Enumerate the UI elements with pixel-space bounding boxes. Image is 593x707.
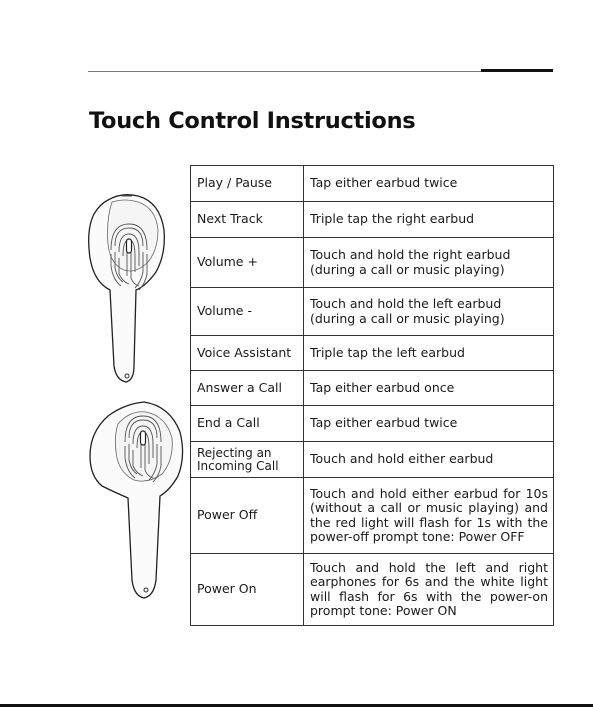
table-row	[191, 406, 554, 442]
table-row	[191, 554, 554, 626]
action-cell: Tap either earbud twice	[304, 166, 554, 202]
table-row	[191, 166, 554, 202]
function-cell: Volume -	[191, 288, 304, 336]
function-cell: Power Off	[191, 478, 304, 554]
touch-control-table	[190, 165, 554, 626]
table-row	[191, 288, 554, 336]
function-cell: Play / Pause	[191, 166, 304, 202]
action-cell: Touch and hold the right earbud (during a call or music playing)	[304, 238, 554, 288]
table-row	[191, 442, 554, 478]
action-cell: Touch and hold the left and right earphones for 6s and the white light will flash for 6s with the power-on prompt tone: Power ON	[304, 554, 554, 626]
function-cell: Volume +	[191, 238, 304, 288]
earbud-icon	[89, 195, 165, 382]
table-row	[191, 478, 554, 554]
function-cell: Voice Assistant	[191, 336, 304, 371]
earbud-icon	[90, 402, 183, 598]
table-row	[191, 202, 554, 238]
table-row	[191, 238, 554, 288]
action-cell: Tap either earbud once	[304, 371, 554, 406]
header-accent-rule	[481, 69, 553, 72]
earbud-illustration	[86, 190, 190, 600]
function-cell: Answer a Call	[191, 371, 304, 406]
action-cell: Triple tap the left earbud	[304, 336, 554, 371]
action-cell: Touch and hold the left earbud (during a call or music playing)	[304, 288, 554, 336]
action-cell: Tap either earbud twice	[304, 406, 554, 442]
function-cell: Power On	[191, 554, 304, 626]
function-cell: End a Call	[191, 406, 304, 442]
action-cell: Touch and hold either earbud for 10s (without a call or music playing) and the red light will flash for 1s with the power-off prompt tone: Power OFF	[304, 478, 554, 554]
function-cell: Next Track	[191, 202, 304, 238]
table-row	[191, 371, 554, 406]
table-row	[191, 336, 554, 371]
function-cell: Rejecting an Incoming Call	[191, 442, 304, 478]
page-title: Touch Control Instructions	[89, 108, 416, 134]
action-cell: Triple tap the right earbud	[304, 202, 554, 238]
action-cell: Touch and hold either earbud	[304, 442, 554, 478]
